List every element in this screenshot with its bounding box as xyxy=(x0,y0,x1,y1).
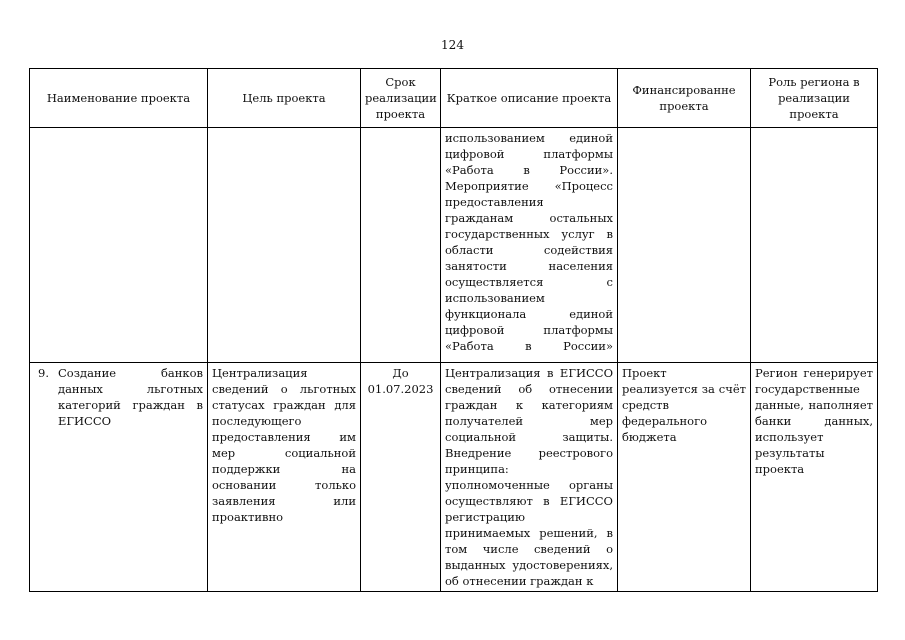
cell-project-financing: Проект реализуется за счёт средств федерального бюджета xyxy=(618,363,751,592)
row-number: 9. xyxy=(38,366,49,380)
header-project-financing: Финансированне проекта xyxy=(618,69,751,128)
header-region-role: Роль региона в реализации проекта xyxy=(751,69,878,128)
cell-empty xyxy=(30,128,208,363)
cell-empty xyxy=(361,128,441,363)
cell-empty xyxy=(208,128,361,363)
cell-empty xyxy=(751,128,878,363)
header-project-name: Наименование проекта xyxy=(30,69,208,128)
header-project-description: Краткое описание проекта xyxy=(441,69,618,128)
cell-project-description xyxy=(441,363,618,592)
project-name: Создание банков данных льготных категорий граждан в ЕГИССО xyxy=(58,366,203,428)
cell-project-name xyxy=(30,363,208,592)
cell-project-term: До 01.07.2023 xyxy=(361,363,441,592)
header-project-goal: Цель проекта xyxy=(208,69,361,128)
projects-table xyxy=(29,68,878,592)
cell-description-continued: использованием единой цифровой платформы «Работа в России». Мероприятие «Процесс предоставления гражданам остальных государственных услуг в области содействия занятости населения осуществляется с использованием функционала единой цифровой платформы «Работа в России» xyxy=(441,128,618,363)
cell-region-role: Регион генерирует государственные данные, наполняет банки данных, использует результаты проекта xyxy=(751,363,878,592)
description-text: Централизация в ЕГИССО сведений об отнесении граждан к категориям получателей мер социальной защиты. Внедрение реестрового принципа: уполномоченные органы осуществляют в ЕГИССО регистрацию принимаемых решений, в том числе сведений о выданных удостоверениях, об отнесении граждан к xyxy=(445,366,613,588)
table-header-row xyxy=(30,69,878,128)
page-number: 124 xyxy=(441,38,464,52)
header-project-term: Срок реализации проекта xyxy=(361,69,441,128)
table-row xyxy=(30,128,878,363)
cell-empty xyxy=(618,128,751,363)
table-row xyxy=(30,363,878,592)
cell-project-goal: Централизация сведений о льготных статусах граждан для последующего предоставления им мер социальной поддержки на основании только заявления или проактивно xyxy=(208,363,361,592)
